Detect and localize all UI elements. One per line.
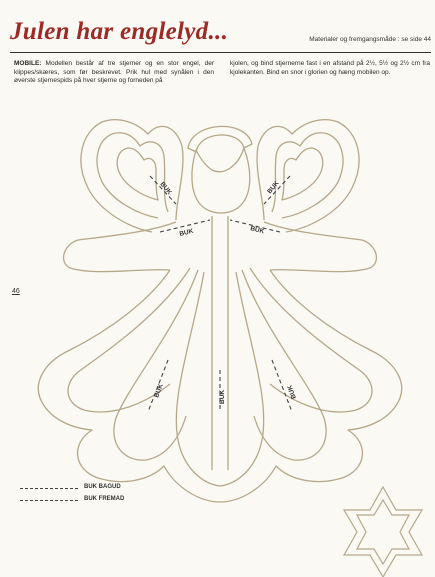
fold-label-shoulder-right: BUK: [249, 225, 265, 236]
right-arm-outline: [264, 222, 376, 272]
legend-fold-back-label: BUK BAGUD: [84, 484, 121, 490]
fold-label-skirt-center: BUK: [219, 389, 226, 404]
skirt-center-column: [212, 216, 228, 470]
halo-outline: [188, 126, 252, 152]
mobile-heading: MOBILE:: [14, 60, 42, 67]
fold-label-skirt-left: BUK: [153, 383, 165, 399]
instructions-left-text: Modellen består af tre stjerner og en stor engel, der klippes/skæres, som før beskrevet. Prik hul med synålen i den øverste stjernespids på hver stjerne og forneden på: [14, 60, 214, 85]
skirt-left-fold-1: [68, 268, 190, 412]
head-outline: [192, 148, 250, 213]
left-arm-outline: [64, 222, 176, 272]
materials-reference: Materialer og fremgangsmåde : se side 44: [309, 36, 431, 43]
fold-label-wing-left: BUK: [158, 180, 173, 197]
left-wing-inner-1: [97, 133, 168, 218]
fold-label-wing-right: BUK: [266, 179, 281, 196]
skirt-right-fold-1: [250, 268, 372, 412]
legend-fold-back-line: [20, 488, 78, 489]
page-title: Julen har englelyd...: [10, 18, 229, 45]
page-number: 46: [12, 288, 20, 295]
skirt-left-fold-2: [114, 270, 198, 460]
legend-fold-forward-label: BUK FREMAD: [84, 496, 125, 502]
right-wing-inner-1: [272, 133, 343, 218]
instructions-right-column: kjolen, og bind stjernerne fast i en afstand på 2½, 5½ og 2½ cm fra kjolekanten. Bind en snor i glorien og hæng mobilen op.: [230, 60, 430, 76]
right-wing-inner-2: [282, 148, 323, 200]
left-wing-inner-2: [117, 148, 158, 200]
skirt-right-fold-2: [242, 270, 326, 460]
star-pattern: [344, 487, 422, 577]
legend-fold-forward-line: [20, 500, 78, 501]
fold-label-skirt-right: BUK: [286, 384, 298, 400]
fold-label-shoulder-left: BUK: [178, 227, 195, 238]
